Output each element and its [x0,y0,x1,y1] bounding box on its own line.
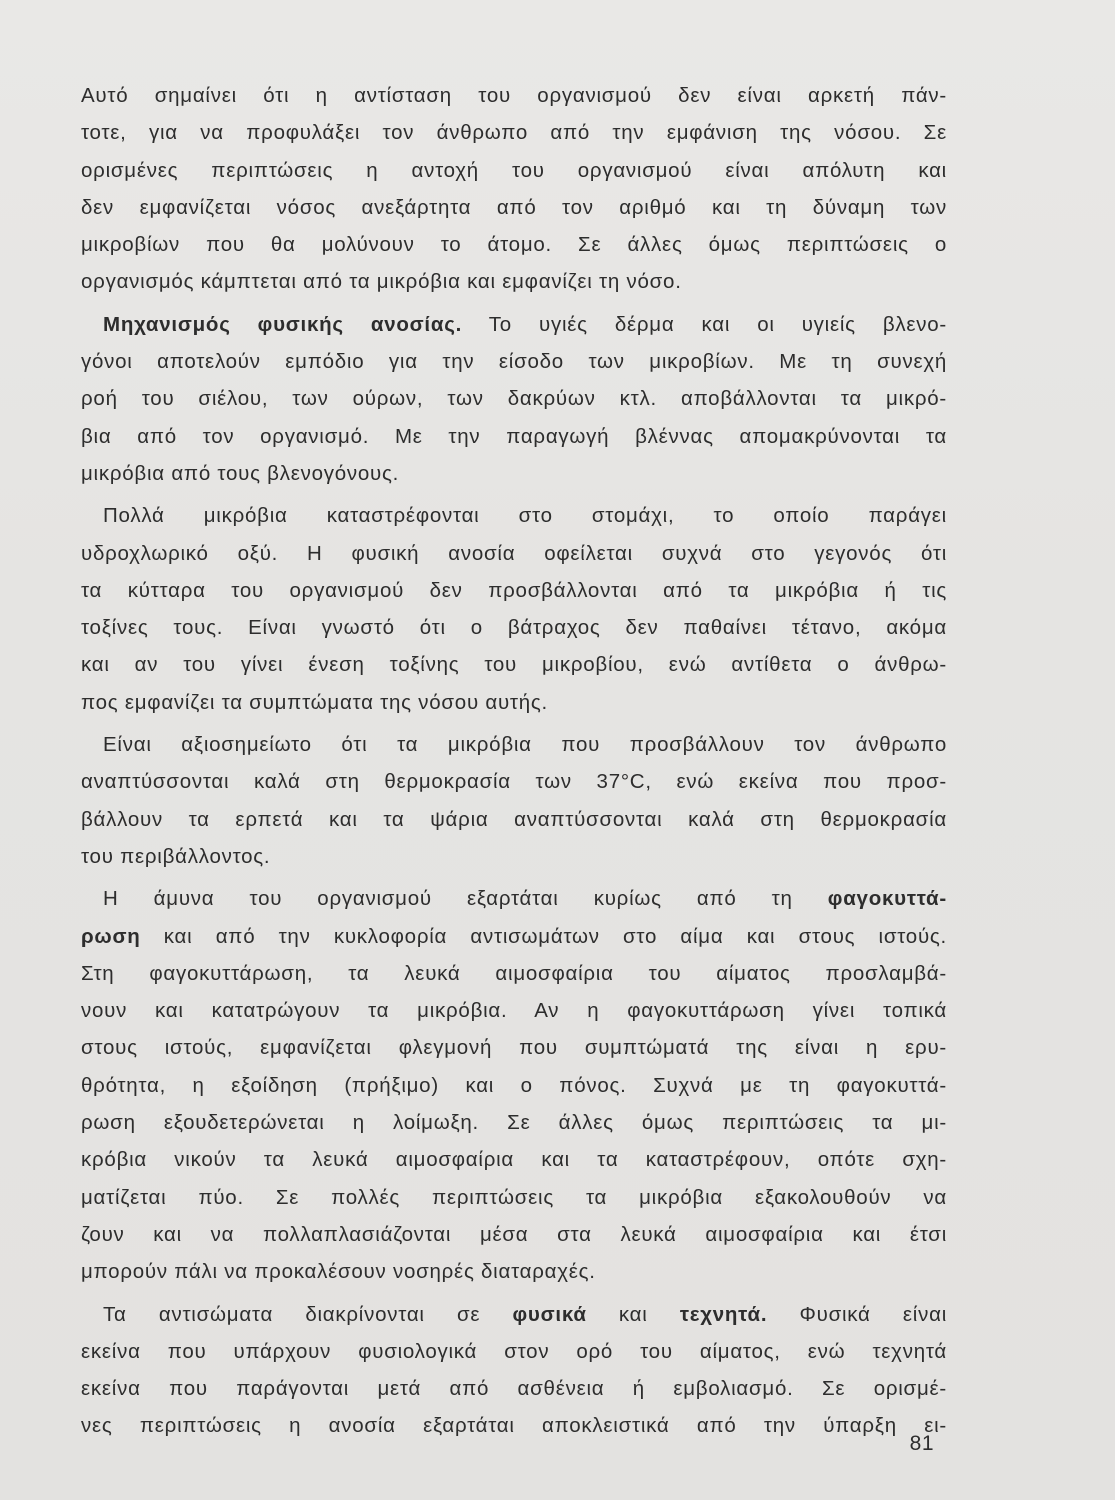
text-line [81,801,947,838]
text-run: ζουν και να πολλαπλασιάζονται μέσα στα λευκά αιμοσφαίρια και έτσι [81,1222,947,1246]
text-line [81,535,947,572]
text-line [81,684,947,721]
bold-term: Μηχανισμός φυσικής ανοσίας. [103,312,463,336]
text-run: Η άμυνα του οργανισμού εξαρτάται κυρίως από τη [103,887,828,911]
text-line [81,1216,947,1253]
text-line [81,226,947,263]
text-line [81,763,947,800]
text-line [81,838,947,875]
text-run: Το υγιές δέρμα και οι υγιείς βλενο- [462,312,947,336]
text-run: τοτε, για να προφυλάξει τον άνθρωπο από την εμφάνιση της νόσου. Σε [81,121,947,145]
text-run: Είναι αξιοσημείωτο ότι τα μικρόβια που προσβάλλουν τον άνθρωπο [103,733,947,757]
text-run: τα κύτταρα του οργανισμού δεν προσβάλλονται από τα μικρόβια ή τις [81,578,947,602]
bold-term: ρωση [81,924,141,948]
text-run: μπορούν πάλι να προκαλέσουν νοσηρές διαταραχές. [81,1260,596,1284]
text-line [81,1370,947,1407]
text-run: Φυσικά είναι [767,1302,947,1326]
text-run: μικρόβια από τους βλενογόνους. [81,461,400,485]
text-run: οργανισμός κάμπτεται από τα μικρόβια και εμφανίζει τη νόσο. [81,270,682,294]
text-line [81,955,947,992]
text-run: κρόβια νικούν τα λευκά αιμοσφαίρια και τα καταστρέφουν, οπότε σχη- [81,1148,947,1172]
paragraph [81,306,947,492]
text-run: Τα αντισώματα διακρίνονται σε [103,1302,513,1326]
bold-term: τεχνητά. [679,1302,768,1326]
text-run: εκείνα που παράγονται μετά από ασθένεια ή εμβολιασμό. Σε ορισμέ- [81,1377,947,1401]
text-run: βάλλουν τα ερπετά και τα ψάρια αναπτύσσονται καλά στη θερμοκρασία [81,807,947,831]
text-run: νουν και κατατρώγουν τα μικρόβια. Αν η φαγοκυττάρωση γίνει τοπικά [81,999,947,1023]
text-run: Πολλά μικρόβια καταστρέφονται στο στομάχι, το οποίο παράγει [103,504,947,528]
text-line [81,646,947,683]
text-run: ορισμένες περιπτώσεις η αντοχή του οργανισμού είναι απόλυτη και [81,158,947,182]
paragraph [81,726,947,875]
text-line [81,1296,947,1333]
text-line [81,343,947,380]
page-body-text [81,77,947,1445]
text-line [81,918,947,955]
text-run: Αυτό σημαίνει ότι η αντίσταση του οργανισμού δεν είναι αρκετή πάν- [81,84,947,107]
text-run: γόνοι αποτελούν εμπόδιο για την είσοδο των μικροβίων. Με τη συνεχή [81,350,947,374]
text-line [81,1029,947,1066]
paragraph [81,880,947,1290]
text-run: ροή του σιέλου, των ούρων, των δακρύων κτλ. αποβάλλονται τα μικρό- [81,387,947,411]
text-run: και από την κυκλοφορία αντισωμάτων στο αίμα και στους ιστούς. [140,924,947,948]
text-line [81,263,947,300]
text-line [81,726,947,763]
text-run: τοξίνες τους. Είναι γνωστό ότι ο βάτραχος δεν παθαίνει τέτανο, ακόμα [81,616,947,640]
text-line [81,1067,947,1104]
text-line [81,114,947,151]
text-run: πος εμφανίζει τα συμπτώματα της νόσου αυτής. [81,690,548,714]
text-line [81,306,947,343]
text-line [81,880,947,917]
text-line [81,572,947,609]
text-run: ρωση εξουδετερώνεται η λοίμωξη. Σε άλλες όμως περιπτώσεις τα μι- [81,1111,947,1135]
text-run: ματίζεται πύο. Σε πολλές περιπτώσεις τα μικρόβια εξακολουθούν να [81,1185,947,1209]
text-run: νες περιπτώσεις η ανοσία εξαρτάται αποκλειστικά από την ύπαρξη ει- [81,1414,947,1438]
text-run: και [586,1302,680,1326]
text-line [81,380,947,417]
text-run: υδροχλωρικό οξύ. Η φυσική ανοσία οφείλεται συχνά στο γεγονός ότι [81,541,947,565]
text-line [81,992,947,1029]
text-line [81,1333,947,1370]
bold-term: φαγοκυττά- [827,887,947,911]
text-line [81,609,947,646]
text-run: Στη φαγοκυττάρωση, τα λευκά αιμοσφαίρια του αίματος προσλαμβά- [81,961,947,985]
text-run: εκείνα που υπάρχουν φυσιολογικά στον ορό του αίματος, ενώ τεχνητά [81,1339,947,1363]
bold-term: φυσικά [512,1302,587,1326]
text-run: του περιβάλλοντος. [81,844,271,868]
text-run: και αν του γίνει ένεση τοξίνης του μικροβίου, ενώ αντίθετα ο άνθρω- [81,653,947,677]
text-run: στους ιστούς, εμφανίζεται φλεγμονή που συμπτώματά της είναι η ερυ- [81,1036,947,1060]
text-run: θρότητα, η εξοίδηση (πρήξιμο) και ο πόνος. Συχνά με τη φαγοκυττά- [81,1073,947,1097]
text-run: δεν εμφανίζεται νόσος ανεξάρτητα από τον αριθμό και τη δύναμη των [81,195,947,219]
text-line [81,1141,947,1178]
text-run: μικροβίων που θα μολύνουν το άτομο. Σε άλλες όμως περιπτώσεις ο [81,233,947,257]
text-line [81,189,947,226]
text-line [81,1253,947,1290]
text-line [81,455,947,492]
paragraph [81,77,947,301]
text-run: αναπτύσσονται καλά στη θερμοκρασία των 37°C, ενώ εκείνα που προσ- [81,770,947,794]
text-line [81,152,947,189]
text-line [81,1407,947,1444]
text-run: βια από τον οργανισμό. Με την παραγωγή βλέννας απομακρύνονται τα [81,424,947,448]
page-number: 81 [909,1432,934,1455]
text-line [81,1104,947,1141]
text-line [81,497,947,534]
text-line [81,77,947,114]
paragraph [81,1296,947,1445]
paragraph [81,497,947,721]
text-line [81,418,947,455]
text-line [81,1179,947,1216]
